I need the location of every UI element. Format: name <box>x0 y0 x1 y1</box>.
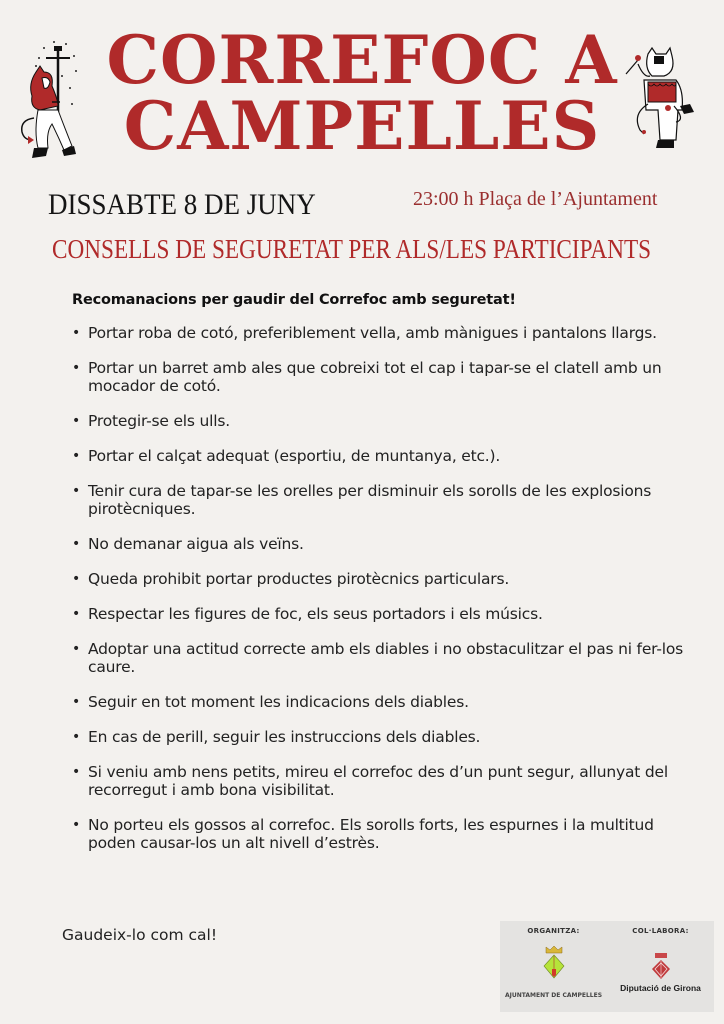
list-item <box>72 693 692 711</box>
collaborator-label: COL·LABORA: <box>632 927 689 935</box>
bullet-icon: • <box>72 413 81 429</box>
list-item <box>72 359 692 395</box>
bullet-icon: • <box>72 360 81 376</box>
sponsors-box <box>500 921 714 1012</box>
collaborator-block <box>607 921 714 1012</box>
list-item <box>72 324 692 342</box>
bullet-icon: • <box>72 641 81 657</box>
tip-text: Adoptar una actitud correcte amb els diables i no obstaculitzar el pas ni fer-los caure. <box>88 640 683 676</box>
list-item <box>72 763 692 799</box>
tip-text: Portar roba de cotó, preferiblement vella, amb mànigues i pantalons llargs. <box>88 324 657 342</box>
tip-text: Tenir cura de tapar-se les orelles per disminuir els sorolls de les explosions pirotècniques. <box>88 482 652 518</box>
bullet-icon: • <box>72 448 81 464</box>
organizer-name: AJUNTAMENT DE CAMPELLES <box>504 992 603 999</box>
safety-tips-section <box>72 292 692 869</box>
list-item <box>72 728 692 746</box>
list-item <box>72 412 692 430</box>
tip-text: Si veniu amb nens petits, mireu el correfoc des d’un punt segur, allunyat del recorregut i amb bona visibilitat. <box>88 763 668 799</box>
tips-lead: Recomanacions per gaudir del Correfoc amb seguretat! <box>72 292 516 308</box>
bullet-icon: • <box>72 764 81 780</box>
list-item <box>72 816 692 852</box>
safety-subtitle: CONSELLS DE SEGURETAT PER ALS/LES PARTICIPANTS <box>52 234 652 264</box>
bullet-icon: • <box>72 729 81 745</box>
list-item <box>72 570 692 588</box>
event-time-place: 23:00 h Plaça de l’Ajuntament <box>413 188 658 210</box>
diputacio-girona-coat-of-arms-icon <box>651 951 671 981</box>
bullet-icon: • <box>72 694 81 710</box>
tip-text: En cas de perill, seguir les instruccions dels diables. <box>88 728 481 746</box>
bullet-icon: • <box>72 571 81 587</box>
tip-text: Portar un barret amb ales que cobreixi tot el cap i tapar-se el clatell amb un mocador de cotó. <box>88 359 662 395</box>
list-item <box>72 482 692 518</box>
organizer-block <box>500 921 607 1012</box>
tip-text: No demanar aigua als veïns. <box>88 535 304 553</box>
collaborator-name: Diputació de Girona <box>620 983 701 993</box>
list-item <box>72 447 692 465</box>
tip-text: Seguir en tot moment les indicacions dels diables. <box>88 693 469 711</box>
tip-text: Respectar les figures de foc, els seus portadors i els músics. <box>88 605 543 623</box>
bullet-icon: • <box>72 483 81 499</box>
poster-title-line1: CORREFOC A <box>106 21 618 99</box>
closing-text: Gaudeix-lo com cal! <box>62 926 218 944</box>
bullet-icon: • <box>72 606 81 622</box>
campelles-coat-of-arms-icon <box>542 945 566 981</box>
bullet-icon: • <box>72 536 81 552</box>
event-date: DISSABTE 8 DE JUNY <box>48 188 316 221</box>
tips-list <box>72 324 692 852</box>
tip-text: No porteu els gossos al correfoc. Els sorolls forts, les espurnes i la multitud poden causar-los un alt nivell d’estrès. <box>88 816 654 852</box>
bullet-icon: • <box>72 325 81 341</box>
bullet-icon: • <box>72 817 81 833</box>
organizer-label: ORGANITZA: <box>527 927 580 935</box>
list-item <box>72 535 692 553</box>
tip-text: Queda prohibit portar productes pirotècnics particulars. <box>88 570 510 588</box>
tip-text: Portar el calçat adequat (esportiu, de muntanya, etc.). <box>88 447 501 465</box>
tip-text: Protegir-se els ulls. <box>88 412 230 430</box>
list-item <box>72 640 692 676</box>
list-item <box>72 605 692 623</box>
poster-title-line2: CAMPELLES <box>123 87 601 165</box>
